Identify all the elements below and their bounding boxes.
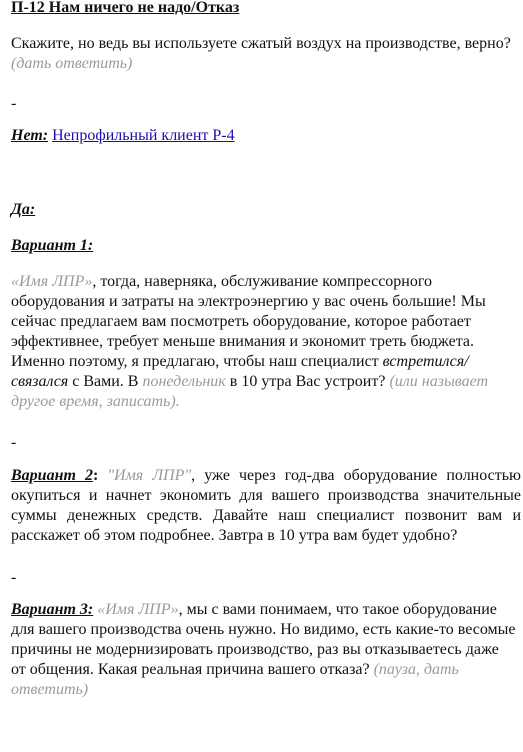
- nonprofile-client-link[interactable]: Непрофильный клиент Р-4: [52, 127, 235, 144]
- variant2-paragraph: [11, 466, 521, 546]
- variant3-text: , мы с вами понимаем, что такое оборудование для вашего производства очень нужно. Но видимо, есть какие-то весомые причины не модернизировать производство, раз вы отказываетесь даже от общения. Какая реальная причина вашего отказа?: [11, 601, 516, 678]
- variant1-text-c: в 10 утра Вас устроит?: [225, 373, 390, 390]
- variant1-meet-italic: встретился/связался: [11, 353, 469, 390]
- variant1-text-a: , тогда, наверняка, обслуживание компрессорного оборудования и затраты на электроэнергию у вас очень большие! Мы сейчас предлагаем вам посмотреть оборудование, которое работает эффективнее, требует меньше внимания и экономит треть бюджета. Именно поэтому, я предлагаю, чтобы наш специалист: [11, 273, 486, 370]
- variant1-text-b: с Вами. В: [68, 373, 143, 390]
- variant1-heading: [11, 236, 521, 256]
- yes-label: Да:: [11, 201, 36, 218]
- variant2-label: Вариант 2: [11, 467, 93, 484]
- variant1-label: Вариант 1:: [11, 237, 94, 254]
- variant2-colon: :: [92, 467, 99, 484]
- variant2-name: "Имя ЛПР": [107, 467, 192, 484]
- variant3-paragraph: [11, 600, 517, 700]
- variant3-name: «Имя ЛПР»: [97, 601, 179, 618]
- no-branch: [11, 126, 521, 146]
- page-title: П-12 Нам ничего не надо/Отказ: [11, 0, 240, 16]
- intro-text: Скажите, но ведь вы используете сжатый воздух на производстве, верно?: [11, 35, 511, 52]
- intro-hint: (дать ответить): [11, 55, 133, 72]
- variant1-hint: (или называет другое время, записать).: [11, 373, 489, 410]
- variant1-paragraph: [11, 272, 519, 412]
- variant1-name: «Имя ЛПР»: [11, 273, 93, 290]
- no-label: Нет:: [11, 127, 49, 144]
- variant1-day: понедельник: [142, 373, 226, 390]
- variant3-hint: (пауза, дать ответить): [11, 661, 459, 698]
- variant2-text: , уже через год-два оборудование полностью окупиться и начнет экономить для вашего производства значительные суммы денежных средств. Давайте наш специалист позвонит вам и расскажет об этом подробнее. Завтра в 10 утра вам будет удобно?: [11, 467, 521, 544]
- intro-paragraph: [11, 34, 521, 74]
- separator-dash-3: -: [11, 569, 17, 586]
- separator-dash-2: -: [11, 434, 17, 451]
- variant3-label: Вариант 3:: [11, 601, 94, 618]
- separator-dash: -: [11, 95, 17, 112]
- yes-branch: [11, 200, 521, 220]
